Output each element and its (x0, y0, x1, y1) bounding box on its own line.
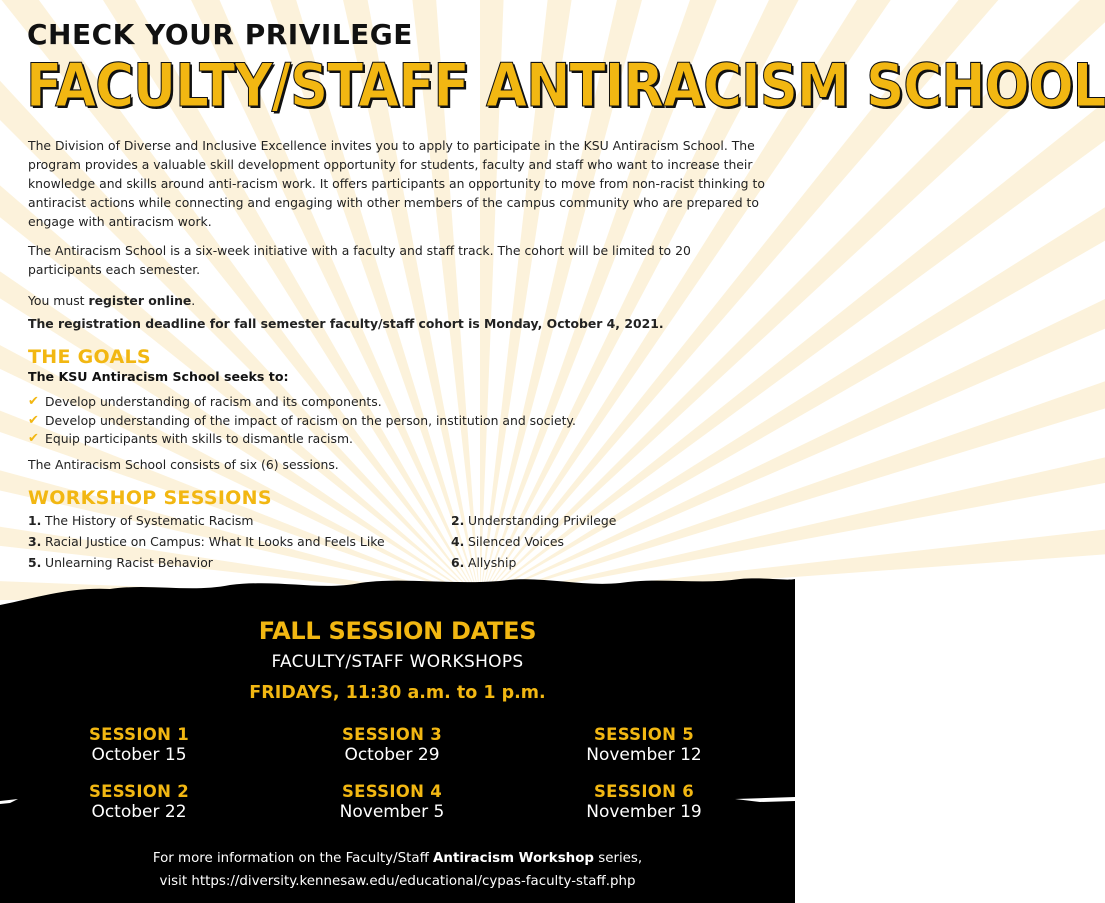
session-label: SESSION 2 (88, 782, 190, 801)
deadline-line: The registration deadline for fall semester faculty/staff cohort is Monday, October 4, 2021. (28, 316, 664, 331)
session-card (29, 782, 249, 822)
goals-list (28, 393, 576, 449)
list-item (28, 412, 576, 431)
workshop-number: 1. (28, 513, 42, 528)
register-online-link[interactable]: register online (88, 293, 192, 308)
session-date: October 22 (91, 802, 187, 822)
register-suffix: . (191, 293, 196, 308)
session-label: SESSION 3 (341, 725, 443, 744)
list-item (28, 430, 576, 449)
fall-heading: FALL SESSION DATES (258, 617, 537, 645)
workshop-number: 5. (28, 555, 42, 570)
list-item (28, 393, 576, 412)
workshop-number: 6. (451, 555, 465, 570)
session-card (282, 782, 502, 822)
workshop-title: Unlearning Racist Behavior (45, 555, 213, 570)
kicker-title: CHECK YOUR PRIVILEGE (27, 18, 413, 51)
session-date: November 12 (586, 745, 702, 765)
goal-text: Equip participants with skills to dismantle racism. (45, 431, 353, 446)
fall-subheading: FACULTY/STAFF WORKSHOPS (271, 652, 524, 672)
list-item (451, 555, 516, 570)
checkmark-icon: ✔ (28, 412, 39, 428)
checkmark-icon: ✔ (28, 394, 39, 409)
footer-bold: Antiracism Workshop (433, 851, 594, 866)
session-card (282, 725, 502, 765)
session-label: SESSION 1 (88, 725, 190, 744)
session-label: SESSION 4 (341, 782, 443, 801)
workshop-number: 4. (451, 534, 465, 549)
workshop-number: 3. (28, 534, 42, 549)
session-date: November 5 (339, 802, 445, 822)
workshop-heading: WORKSHOP SESSIONS (28, 487, 272, 509)
footer-info (0, 851, 795, 866)
workshop-list (28, 513, 768, 583)
session-date: October 15 (91, 745, 187, 765)
workshop-number: 2. (451, 513, 465, 528)
workshop-title: Silenced Voices (468, 534, 564, 549)
list-item (28, 534, 385, 549)
goal-text: Develop understanding of the impact of racism on the person, institution and society. (45, 412, 576, 428)
session-card (29, 725, 249, 765)
cohort-paragraph: The Antiracism School is a six-week initiative with a faculty and staff track. The cohort will be limited to 20 participants each semester. (28, 243, 691, 277)
page-title: FACULTY/STAFF ANTIRACISM SCHOOL (26, 52, 1105, 121)
list-item (451, 513, 616, 528)
footer-prefix: For more information on the Faculty/Staff (152, 851, 434, 866)
goals-heading: THE GOALS (28, 346, 151, 368)
goals-subheading: The KSU Antiracism School seeks to: (28, 369, 289, 384)
session-card (534, 782, 754, 822)
workshop-title: Allyship (468, 555, 517, 570)
footer-suffix: series, (593, 851, 643, 866)
goal-text: Develop understanding of racism and its components. (45, 394, 382, 409)
workshop-title: Understanding Privilege (468, 513, 617, 528)
checkmark-icon: ✔ (28, 431, 39, 446)
session-label: SESSION 6 (593, 782, 695, 801)
list-item (28, 513, 253, 528)
list-item (28, 555, 213, 570)
session-label: SESSION 5 (593, 725, 695, 744)
sessions-note: The Antiracism School consists of six (6) sessions. (28, 457, 339, 472)
session-date: November 19 (586, 802, 702, 822)
intro-paragraph: The Division of Diverse and Inclusive Excellence invites you to apply to participate in the KSU Antiracism School. The program provides a valuable skill development opportunity for students, faculty and staff who want to increase their knowledge and skills around anti-racism work. It offers participants an opportunity to move from non-racist thinking to antiracist actions while connecting and engaging with other members of the campus community who are prepared to engage with antiracism work. (28, 138, 765, 229)
workshop-title: Racial Justice on Campus: What It Looks and Feels Like (45, 534, 385, 549)
session-card (534, 725, 754, 765)
footer-url[interactable]: visit https://diversity.kennesaw.edu/educational/cypas-faculty-staff.php (159, 874, 636, 889)
register-prefix: You must (28, 293, 89, 308)
fall-time: FRIDAYS, 11:30 a.m. to 1 p.m. (249, 683, 546, 703)
list-item (451, 534, 564, 549)
workshop-title: The History of Systematic Racism (45, 513, 254, 528)
register-line (28, 291, 768, 310)
session-date: October 29 (344, 745, 440, 765)
